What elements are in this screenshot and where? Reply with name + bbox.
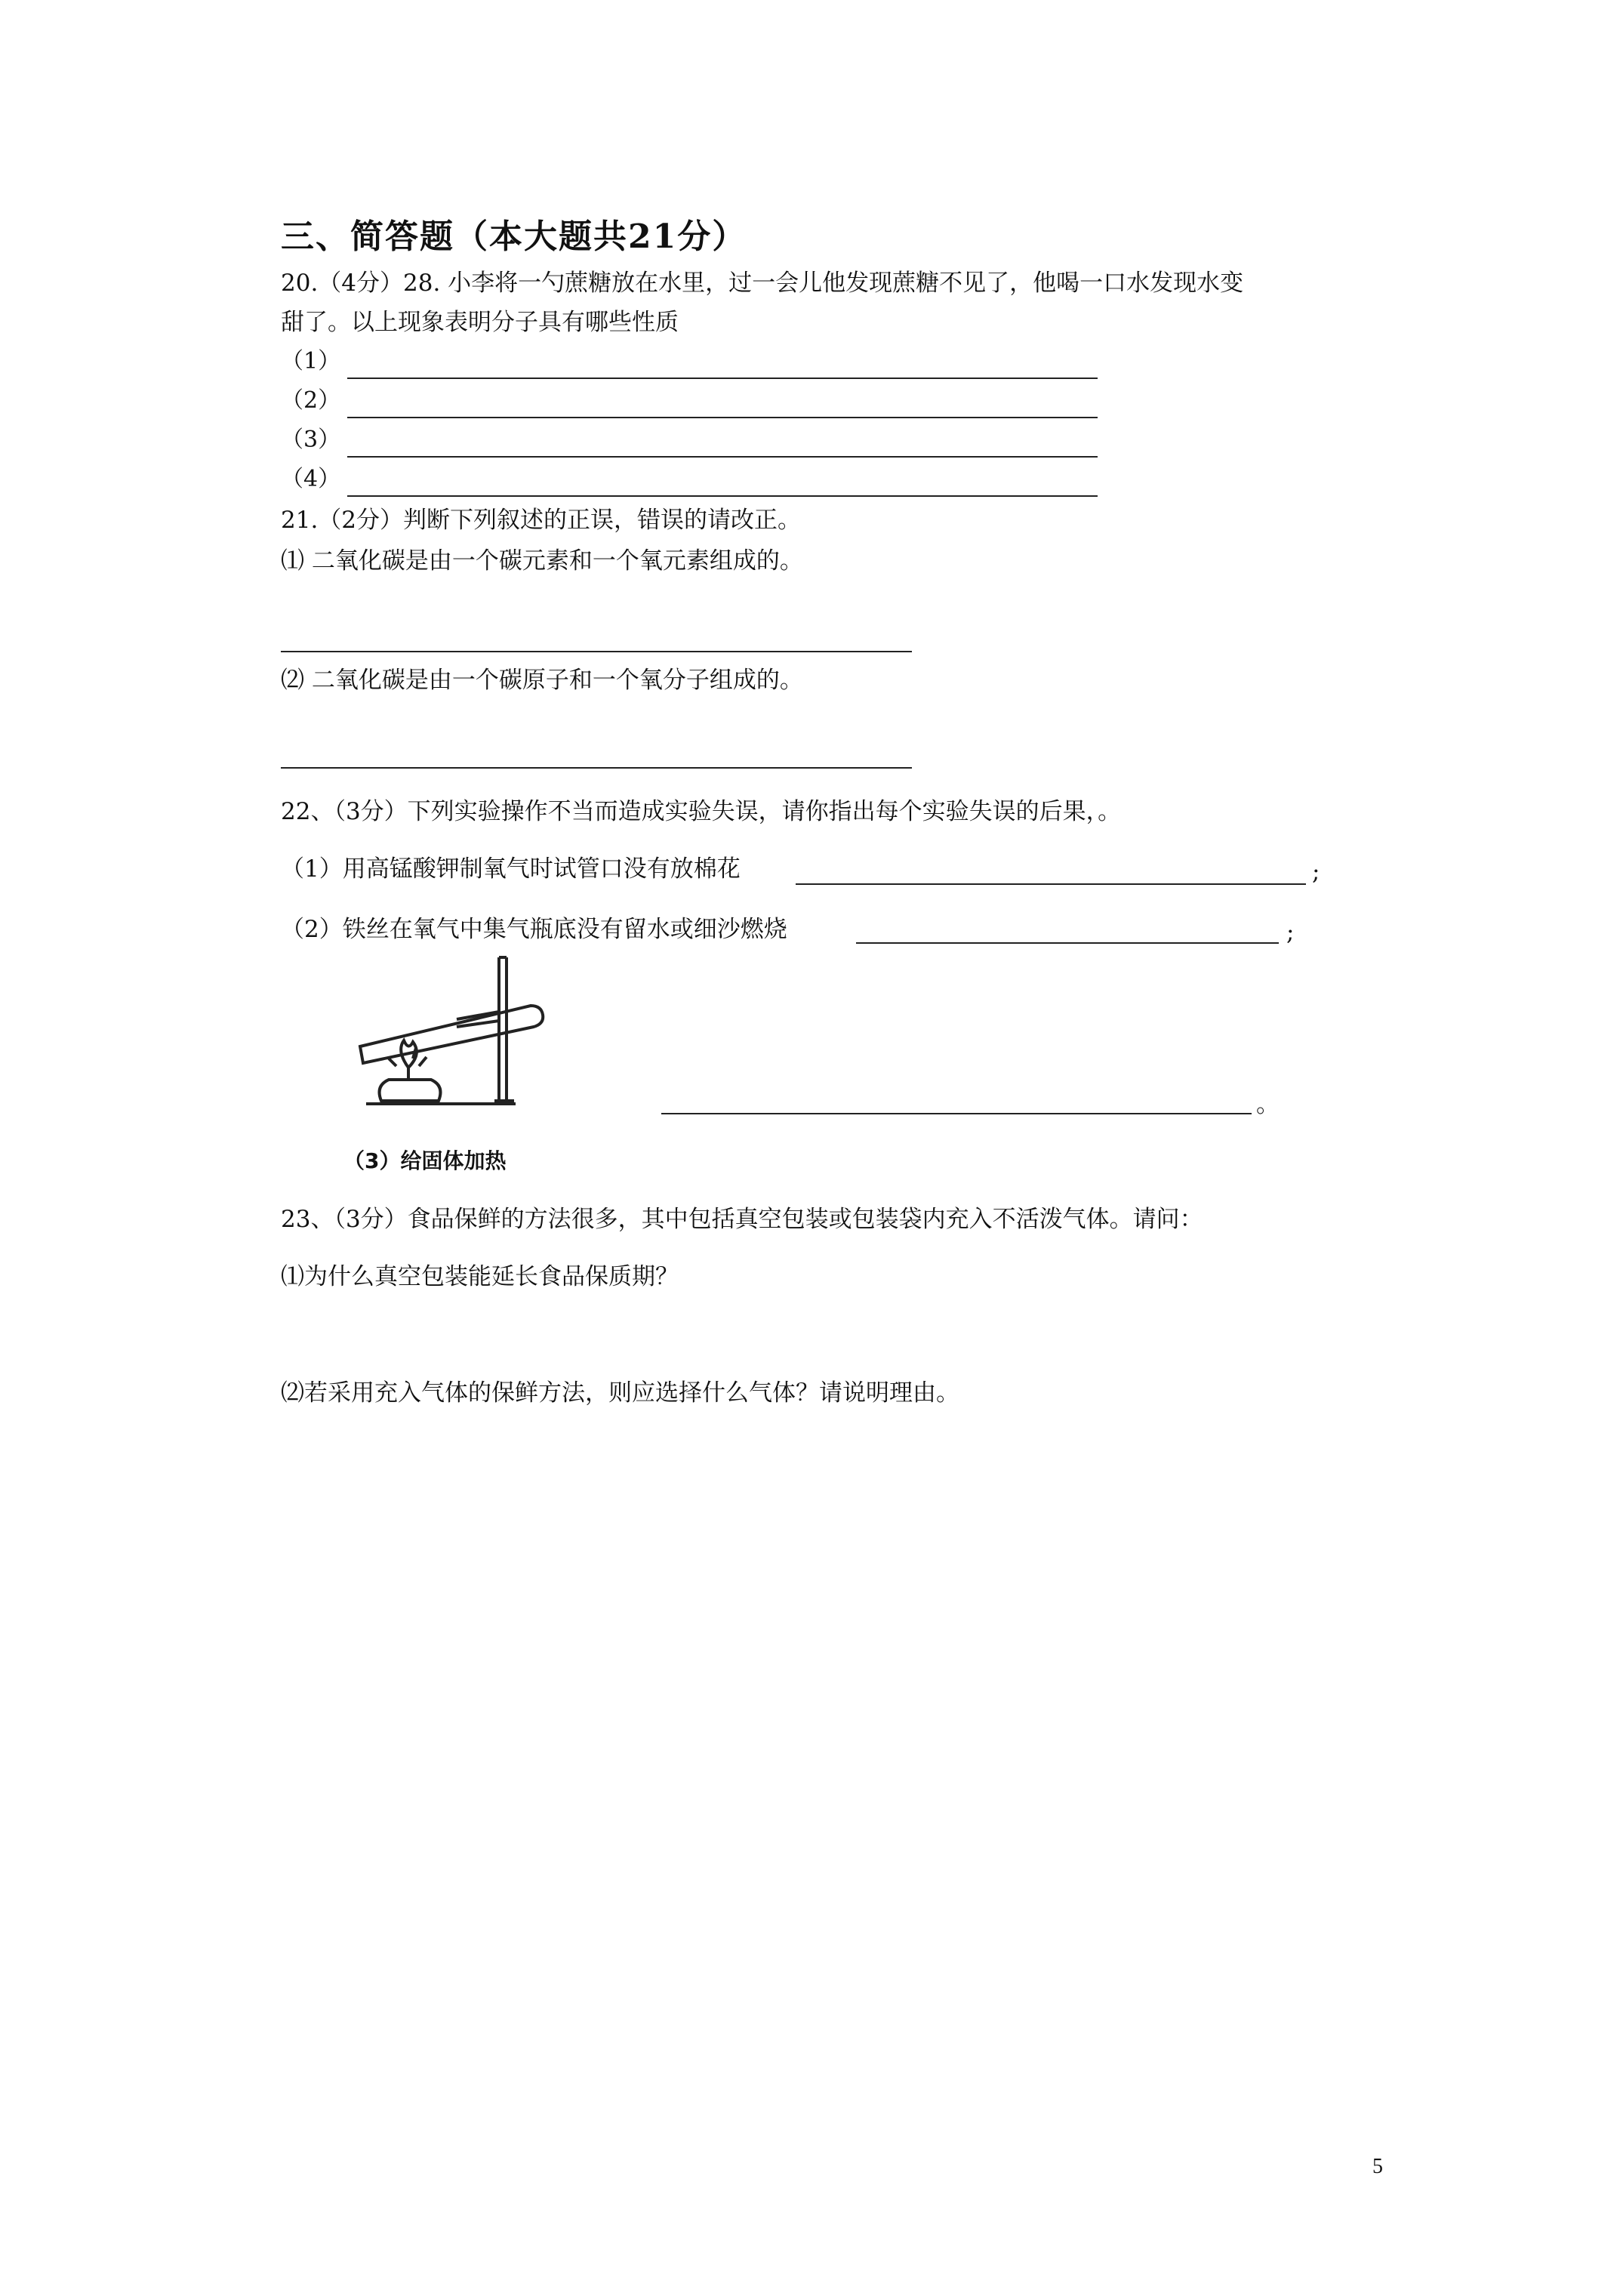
- q20-item-3-answer-line[interactable]: [347, 456, 1098, 458]
- q22-item-1: （1）用高锰酸钾制氧气时试管口没有放棉花: [281, 855, 741, 883]
- q22-item-2-end: ;: [1286, 919, 1295, 946]
- q20-item-1-label: （1）: [281, 348, 341, 374]
- q20-item-1-answer-line[interactable]: [347, 378, 1098, 379]
- q20-item-3-label: （3）: [281, 427, 341, 453]
- q21-statement-1: ⑴ 二氧化碳是由一个碳元素和一个氧元素组成的。: [281, 547, 803, 575]
- q20-item-4-label: （4）: [281, 466, 341, 492]
- q20-item-4-answer-line[interactable]: [347, 495, 1098, 497]
- q22-stem: 22、（3分）下列实验操作不当而造成实验失误，请你指出每个实验失误的后果，。: [281, 798, 1122, 825]
- q21-answer-line-1[interactable]: [281, 651, 912, 652]
- q20-item-2-label: （2）: [281, 387, 341, 414]
- test-tube-heating-apparatus-figure: [343, 953, 570, 1111]
- q23-question-2: ⑵若采用充入气体的保鲜方法，则应选择什么气体？请说明理由。: [281, 1379, 959, 1407]
- q21-stem: 21.（2分）判断下列叙述的正误，错误的请改正。: [281, 507, 802, 534]
- q22-item-1-end: ;: [1312, 858, 1320, 886]
- q20-line1: 20.（4分）28. 小李将一勺蔗糖放在水里，过一会儿他发现蔗糖不见了，他喝一口水发现水变: [281, 270, 1244, 297]
- q22-item-2: （2）铁丝在氧气中集气瓶底没有留水或细沙燃烧: [281, 916, 787, 943]
- q21-statement-2: ⑵ 二氧化碳是由一个碳原子和一个氧分子组成的。: [281, 667, 803, 694]
- figure-caption: （3）给固体加热: [343, 1148, 507, 1173]
- q23-question-1: ⑴为什么真空包装能延长食品保质期？: [281, 1263, 679, 1290]
- section-title: 三、简答题（本大题共21分）: [281, 217, 747, 256]
- q22-item-2-answer-line[interactable]: [856, 942, 1279, 944]
- page-number: 5: [1372, 2155, 1383, 2178]
- q23-stem: 23、（3分）食品保鲜的方法很多，其中包括真空包装或包装袋内充入不活泼气体。请问：: [281, 1206, 1203, 1233]
- q22-item-3-answer-line[interactable]: [661, 1113, 1252, 1114]
- q20-item-2-answer-line[interactable]: [347, 417, 1098, 418]
- q21-answer-line-2[interactable]: [281, 767, 912, 769]
- q20-line2: 甜了。以上现象表明分子具有哪些性质: [281, 309, 679, 336]
- q22-item-1-answer-line[interactable]: [796, 883, 1306, 885]
- q22-item-3-end: 。: [1256, 1091, 1280, 1118]
